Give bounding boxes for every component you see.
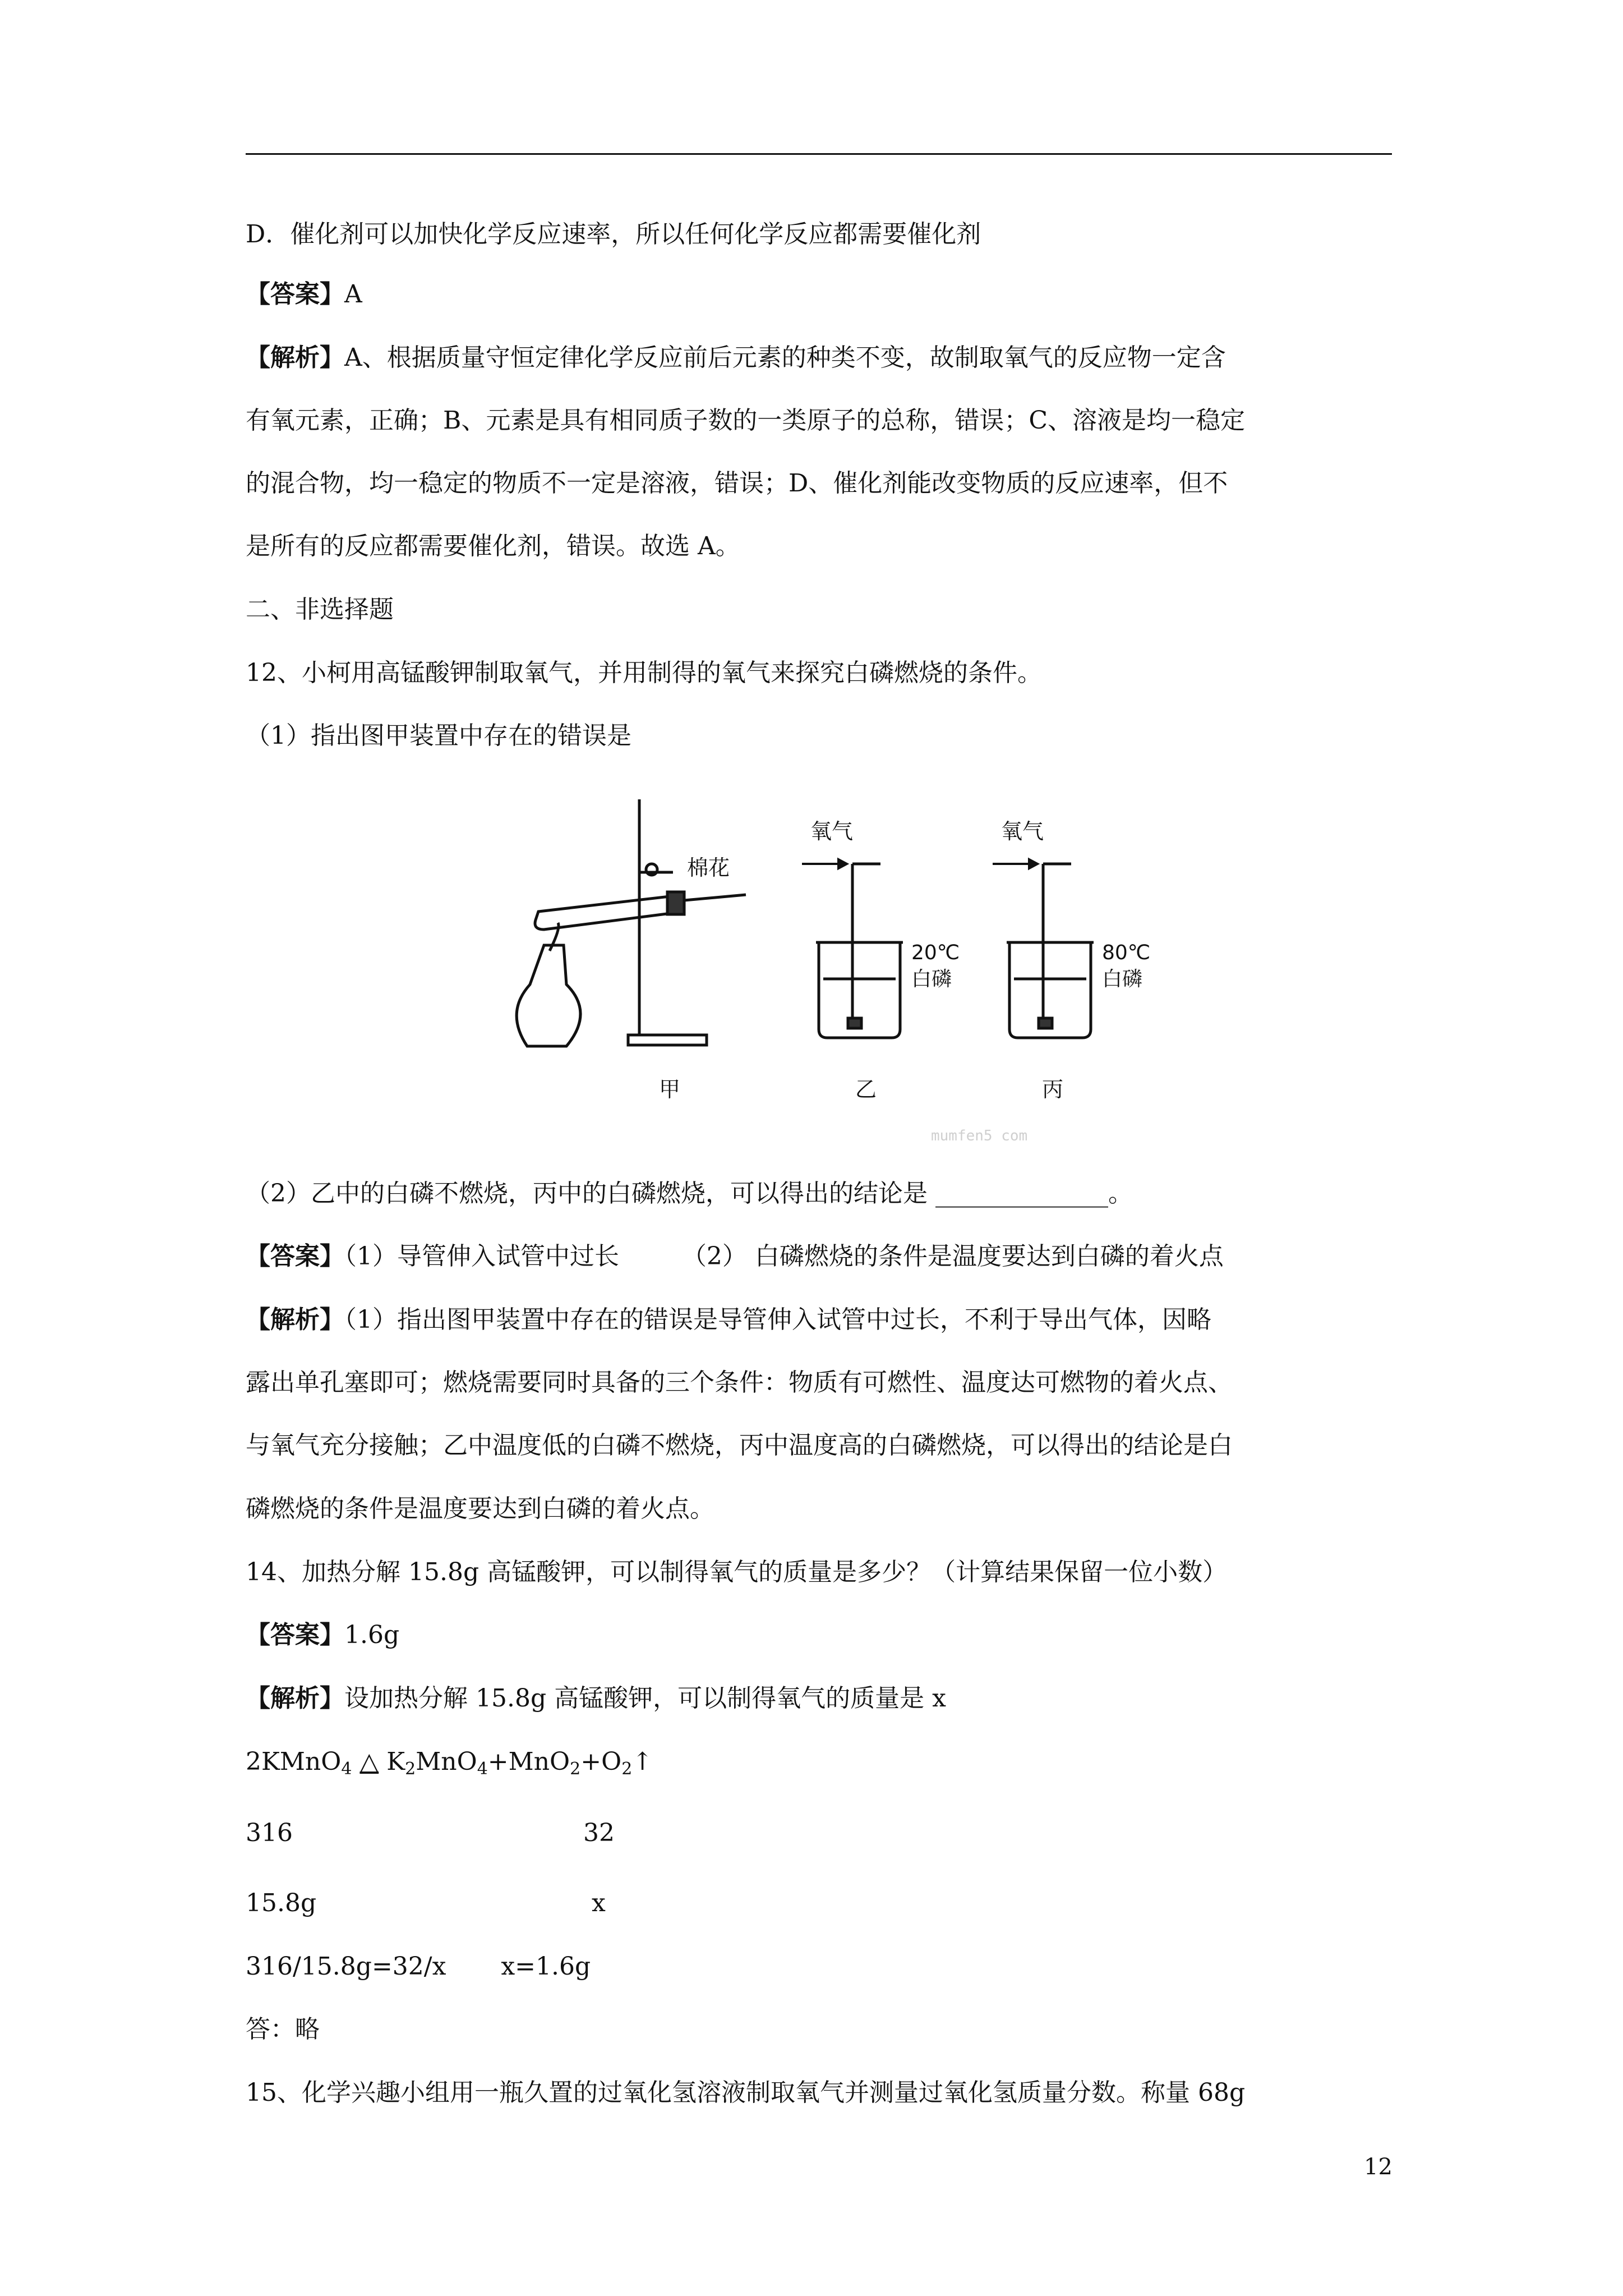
unknown-mass: x [592,1889,606,1917]
question-12: 12、小柯用高锰酸钾制取氧气，并用制得的氧气来探究白磷燃烧的条件。 [246,659,1042,687]
analysis-12-line-4: 磷燃烧的条件是温度要达到白磷的着火点。 [246,1494,714,1523]
final-answer: 答：略 [246,2015,320,2044]
answer-tag: 【答案】 [246,1242,344,1271]
header-rule [246,153,1392,155]
analysis-line-4: 是所有的反应都需要催化剂，错误。故选 A。 [246,532,740,560]
label-temp-bing: 80℃ [1102,941,1151,964]
answer-text: （1）导管伸入试管中过长 （2） 白磷燃烧的条件是温度要达到白磷的着火点 [344,1242,1224,1271]
beaker-yi [816,864,903,1038]
analysis-tag: 【解析】 [246,1684,344,1713]
caption-yi: 乙 [855,1077,877,1102]
question-15: 15、化学兴趣小组用一瓶久置的过氧化氢溶液制取氧气并测量过氧化氢质量分数。称量 68g [246,2078,1246,2107]
answer-tag: 【答案】 [246,280,344,309]
label-oxygen-yi: 氧气 [810,819,854,844]
analysis-14 [246,1683,946,1714]
gas-arrow: ↑ [632,1747,653,1776]
label-phosphorus-bing: 白磷 [1102,968,1143,991]
oxygen-arrows [802,859,1038,868]
question-12-part-2: （2）乙中的白磷不燃烧，丙中的白磷燃烧，可以得出的结论是 ______________。 [246,1179,1133,1208]
molar-mass-o2: 32 [583,1819,615,1847]
analysis-line-1 [246,342,1226,374]
analysis-12-line-2: 露出单孔塞即可；燃烧需要同时具备的三个条件：物质有可燃性、温度达可燃物的着火点、 [246,1368,1233,1397]
analysis-line-3: 的混合物，均一稳定的物质不一定是溶液，错误；D、催化剂能改变物质的反应速率，但不 [246,469,1228,498]
molar-mass-kmno4: 316 [246,1819,293,1847]
proportion: 316/15.8g=32/x x=1.6g [246,1952,591,1981]
chemical-equation: 2KMnO$_4$ △ $K_2MnO_4+MnO_2+O_2↑$ [246,1747,653,1779]
analysis-tag: 【解析】 [246,343,344,372]
analysis-text: （1）指出图甲装置中存在的错误是导管伸入试管中过长，不利于导出气体，因略 [344,1305,1211,1334]
section-heading: 二、非选择题 [246,595,394,624]
watermark: mumfen5 com [931,1128,1028,1144]
beaker-bing [1007,864,1094,1038]
analysis-12-line-1 [246,1304,1211,1336]
caption-jia: 甲 [659,1077,681,1102]
caption-bing: 丙 [1042,1077,1064,1102]
apparatus-figure [505,783,1234,1153]
analysis-12-line-3: 与氧气充分接触；乙中温度低的白磷不燃烧，丙中温度高的白磷燃烧，可以得出的结论是白 [246,1431,1233,1460]
question-12-part-1: （1）指出图甲装置中存在的错误是 [246,721,631,750]
answer-tag: 【答案】 [246,1621,344,1649]
analysis-tag: 【解析】 [246,1305,344,1334]
label-oxygen-bing: 氧气 [1001,819,1044,844]
analysis-text: 设加热分解 15.8g 高锰酸钾，可以制得氧气的质量是 x [344,1684,946,1713]
analysis-line-2: 有氧元素，正确；B、元素是具有相同质子数的一类原子的总称，错误；C、溶液是均一稳定 [246,406,1245,435]
option-d: D．催化剂可以加快化学反应速率，所以任何化学反应都需要催化剂 [246,220,981,249]
question-14: 14、加热分解 15.8g 高锰酸钾，可以制得氧气的质量是多少？（计算结果保留一位小数） [246,1558,1228,1586]
answer-text: A [344,280,362,309]
label-cotton: 棉花 [687,855,730,880]
answer-text: 1.6g [344,1621,400,1649]
label-phosphorus-yi: 白磷 [911,968,952,991]
heat-symbol: △ [359,1747,379,1776]
answer-line [246,279,362,310]
answer-12 [246,1241,1224,1272]
analysis-text: A、根据质量守恒定律化学反应前后元素的种类不变，故制取氧气的反应物一定含 [344,343,1226,372]
answer-14 [246,1619,399,1651]
apparatus-jia [517,799,746,1046]
label-temp-yi: 20℃ [911,941,960,964]
page-number: 12 [1364,2154,1393,2180]
given-mass: 15.8g [246,1889,317,1917]
